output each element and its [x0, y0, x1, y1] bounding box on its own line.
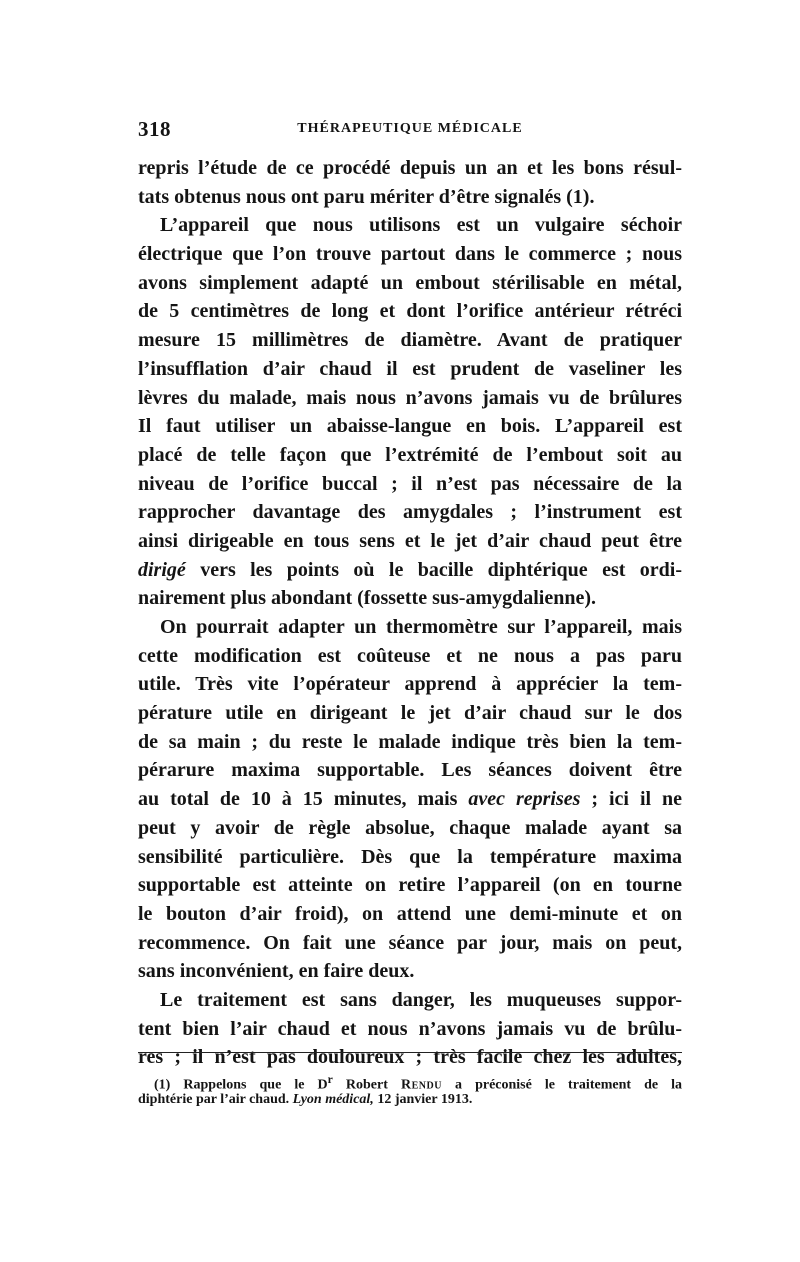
- text-line: ainsi dirigeable en tous sens et le jet d’air chaud peut être: [138, 529, 682, 552]
- text-line: sans inconvénient, en faire deux.: [138, 960, 415, 983]
- footnote-journal: Lyon médical,: [292, 1092, 374, 1107]
- text-line: res ; il n’est pas douloureux ; très facile chez les adultes,: [138, 1046, 682, 1069]
- body-text: [138, 154, 682, 1072]
- text-line: rapprocher davantage des amygdales ; l’instrument est: [138, 501, 682, 524]
- text-line: électrique que l’on trouve partout dans le commerce ; nous: [138, 243, 682, 266]
- text-line: mesure 15 millimètres de diamètre. Avant de pratiquer: [138, 329, 682, 352]
- text-line: repris l’étude de ce procédé depuis un an et les bons résul-: [138, 157, 682, 179]
- emphasis-text: dirigé: [138, 558, 186, 581]
- text-line: le bouton d’air froid), on attend une demi-minute et on: [138, 902, 682, 925]
- line-segment: vers les points où le bacille diphtérique est ordi-: [200, 558, 683, 581]
- line-segment: au total de 10 à 15 minutes, mais: [138, 788, 458, 811]
- paragraph-start-line: Le traitement est sans danger, les muqueuses suppor-: [160, 988, 682, 1011]
- text-line: tats obtenus nous ont paru mériter d’être signalés (1).: [138, 185, 595, 208]
- footnote-date: 12 janvier 1913.: [377, 1092, 473, 1107]
- text-line: Il faut utiliser un abaisse-langue en bois. L’appareil est: [138, 415, 682, 438]
- footnote-line: [138, 1070, 683, 1093]
- footnote-marker: (1): [154, 1077, 171, 1093]
- paragraph-start-line: L’appareil que nous utilisons est un vulgaire séchoir: [160, 214, 682, 237]
- running-title: THÉRAPEUTIQUE MÉDICALE: [297, 121, 523, 136]
- text-line: placé de telle façon que l’extrémité de l’embout soit au: [138, 443, 682, 466]
- footnote: [138, 1070, 682, 1110]
- footnote-superscript: r: [327, 1073, 333, 1086]
- text-line: cette modification est coûteuse et ne nous a pas paru: [138, 644, 682, 667]
- text-line: de 5 centimètres de long et dont l’orifice antérieur rétréci: [138, 300, 682, 323]
- text-line: pérarure maxima supportable. Les séances doivent être: [138, 759, 682, 782]
- footnote-author: Rendu: [400, 1077, 442, 1093]
- text-line: sensibilité particulière. Dès que la température maxima: [138, 845, 682, 868]
- footnote-text: Rappelons que le D: [183, 1077, 328, 1093]
- text-line: recommence. On fait une séance par jour, mais on peut,: [138, 931, 682, 954]
- line-segment: ; ici il ne: [591, 788, 683, 811]
- footnote-line: [138, 1090, 682, 1110]
- text-line: peut y avoir de règle absolue, chaque malade ayant sa: [138, 816, 682, 839]
- text-line: nairement plus abondant (fossette sus-amygdalienne).: [138, 587, 596, 610]
- emphasis-text: avec reprises: [468, 788, 581, 811]
- text-line: niveau de l’orifice buccal ; il n’est pas nécessaire de la: [138, 472, 682, 495]
- footnote-text: diphtérie par l’air chaud.: [138, 1092, 290, 1107]
- text-line: pérature utile en dirigeant le jet d’air chaud sur le dos: [138, 702, 682, 725]
- text-line: tent bien l’air chaud et nous n’avons jamais vu de brûlu-: [138, 1017, 682, 1040]
- text-line: avons simplement adapté un embout stérilisable en métal,: [138, 271, 682, 294]
- text-line: de sa main ; du reste le malade indique très bien la tem-: [138, 730, 682, 753]
- footnote-text: Robert: [345, 1077, 388, 1093]
- footnote-divider: [138, 1052, 682, 1053]
- paragraph-start-line: On pourrait adapter un thermomètre sur l’appareil, mais: [160, 616, 682, 638]
- text-line: l’insufflation d’air chaud il est prudent de vaseliner les: [138, 357, 682, 380]
- page-number: 318: [138, 117, 171, 141]
- page-header: [138, 117, 682, 141]
- footnote-text: a préconisé le traitement de la: [455, 1077, 683, 1093]
- text-line: utile. Très vite l’opérateur apprend à apprécier la tem-: [138, 673, 682, 696]
- text-line-with-emphasis: [138, 785, 682, 814]
- text-line: supportable est atteinte on retire l’appareil (on en tourne: [138, 874, 682, 897]
- text-line: lèvres du malade, mais nous n’avons jamais vu de brûlures: [138, 386, 682, 409]
- text-line-with-emphasis: [138, 556, 682, 585]
